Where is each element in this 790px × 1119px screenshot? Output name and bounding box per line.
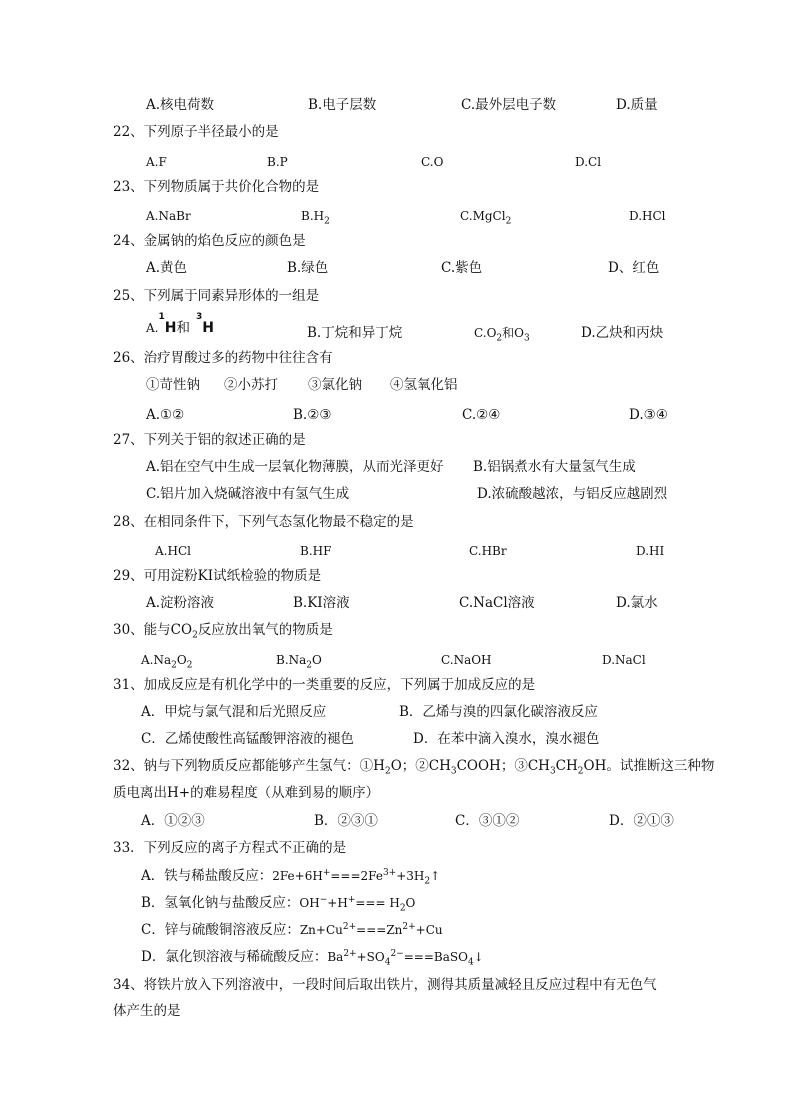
- q28-option-a: A.HCl: [155, 544, 191, 558]
- q31-option-a: A．甲烷与氯气混和后光照反应: [141, 704, 327, 720]
- q24-option-b: B.绿色: [287, 260, 329, 276]
- q33-option-a: A．铁与稀盐酸反应：$2Fe+6H^+===2Fe^{3+}+3H_2↑$: [141, 868, 441, 887]
- q21-option-d: D.质量: [616, 97, 658, 113]
- q29-stem: 29、可用淀粉KI试纸检验的物质是: [113, 568, 322, 584]
- q33-option-c: C．锌与硫酸铜溶液反应：$Zn+Cu^{2+}===Zn^{2+}+Cu$: [141, 922, 443, 938]
- q23-option-d: D.HCl: [629, 209, 666, 223]
- q26-option-b: B.②③: [293, 407, 332, 423]
- q33-option-d: D．氯化钡溶液与稀硫酸反应：$Ba^{2+}+SO_4^{2-}===BaSO_4↓$: [141, 949, 484, 968]
- q28-option-d: D.HI: [636, 544, 665, 558]
- q30-option-a: $A.Na_2O_2$: [141, 653, 193, 671]
- q26-item-1: ①苛性钠: [146, 377, 200, 393]
- q25-stem: 25、下列属于同素异形体的一组是: [113, 288, 320, 304]
- q22-option-c: C.O: [421, 155, 444, 169]
- q28-stem: 28、在相同条件下，下列气态氢化物最不稳定的是: [113, 514, 414, 530]
- q26-option-c: C.②④: [462, 407, 501, 423]
- q25-option-a: A.$^1$H和$^3$H: [146, 312, 214, 336]
- q27-stem: 27、下列关于铝的叙述正确的是: [113, 432, 306, 448]
- q31-option-d: D．在苯中滴入溴水，溴水褪色: [413, 731, 600, 747]
- q22-stem: 22、下列原子半径最小的是: [113, 124, 279, 140]
- q32-option-c: C．③①②: [455, 813, 520, 829]
- q30-option-b: $B.Na_2O$: [276, 653, 322, 671]
- q28-option-b: B.HF: [300, 544, 332, 558]
- q34-stem-line2: 体产生的是: [113, 1003, 181, 1019]
- q26-item-2: ②小苏打: [224, 377, 278, 393]
- q30-option-c: C.NaOH: [441, 653, 492, 667]
- q32-stem-line2: 质电离出H+的难易程度（从难到易的顺序）: [113, 785, 380, 801]
- q22-option-a: A.F: [146, 155, 167, 169]
- q25-option-c: $C.O_2$和$O_3$: [474, 326, 530, 344]
- q27-option-a: A.铝在空气中生成一层氧化物薄膜，从而光泽更好: [146, 459, 444, 475]
- q24-option-c: C.紫色: [441, 260, 483, 276]
- q28-option-c: C.HBr: [469, 544, 507, 558]
- q32-option-a: A．①②③: [141, 813, 205, 829]
- q22-option-b: B.P: [267, 155, 288, 169]
- q31-stem: 31、加成反应是有机化学中的一类重要的反应，下列属于加成反应的是: [113, 677, 536, 693]
- q34-stem-line1: 34、将铁片放入下列溶液中，一段时间后取出铁片，测得其质量减轻且反应过程中有无色气: [113, 977, 657, 993]
- q27-option-d: D.浓硫酸越浓，与铝反应越剧烈: [477, 486, 668, 502]
- q26-item-3: ③氯化钠: [308, 377, 362, 393]
- q33-stem: 33．下列反应的离子方程式不正确的是: [113, 840, 347, 856]
- q33-option-b: B．氢氧化钠与盐酸反应：$OH^-+H^+=== H_2O$: [141, 895, 416, 914]
- q26-stem: 26、治疗胃酸过多的药物中往往含有: [113, 350, 333, 366]
- q32-option-b: B．②③①: [314, 813, 378, 829]
- q27-option-c: C.铝片加入烧碱溶液中有氢气生成: [146, 486, 350, 502]
- q21-option-a: A.核电荷数: [146, 97, 215, 113]
- q30-stem: 30、能与$CO_2$反应放出氧气的物质是: [113, 622, 333, 641]
- q30-option-d: D.NaCl: [602, 653, 646, 667]
- q29-option-a: A.淀粉溶液: [146, 595, 215, 611]
- q22-option-d: D.Cl: [575, 155, 602, 169]
- q26-item-4: ④氢氧化铝: [390, 377, 458, 393]
- q29-option-b: B.KI溶液: [293, 595, 350, 611]
- q23-option-b: $B.H_2$: [301, 209, 330, 227]
- q21-option-b: B.电子层数: [308, 97, 377, 113]
- q29-option-c: C.NaCl溶液: [459, 595, 535, 611]
- q24-stem: 24、金属钠的焰色反应的颜色是: [113, 233, 306, 249]
- q31-option-c: C．乙烯使酸性高锰酸钾溶液的褪色: [141, 731, 354, 747]
- q21-option-c: C.最外层电子数: [461, 97, 557, 113]
- q32-option-d: D．②①③: [609, 813, 674, 829]
- q24-option-d: D、红色: [608, 260, 660, 276]
- q26-option-a: A.①②: [146, 407, 185, 423]
- q24-option-a: A.黄色: [146, 260, 188, 276]
- q25-option-d: D.乙炔和丙炔: [581, 325, 664, 341]
- q23-stem: 23、下列物质属于共价化合物的是: [113, 179, 320, 195]
- q27-option-b: B.铝锅煮水有大量氢气生成: [473, 459, 636, 475]
- q25-option-b: B.丁烷和异丁烷: [307, 325, 403, 341]
- q26-option-d: D.③④: [629, 407, 668, 423]
- q31-option-b: B．乙烯与溴的四氯化碳溶液反应: [399, 704, 598, 720]
- q32-stem-line1: 32、钠与下列物质反应都能够产生氢气：$①H_2O$；$②CH_3COOH$；$③CH_3CH_2OH$。试推断这三种物: [113, 758, 715, 777]
- q23-option-c: C.MgCl$_2$: [460, 209, 512, 227]
- q29-option-d: D.氯水: [616, 595, 658, 611]
- q23-option-a: A.NaBr: [146, 209, 191, 223]
